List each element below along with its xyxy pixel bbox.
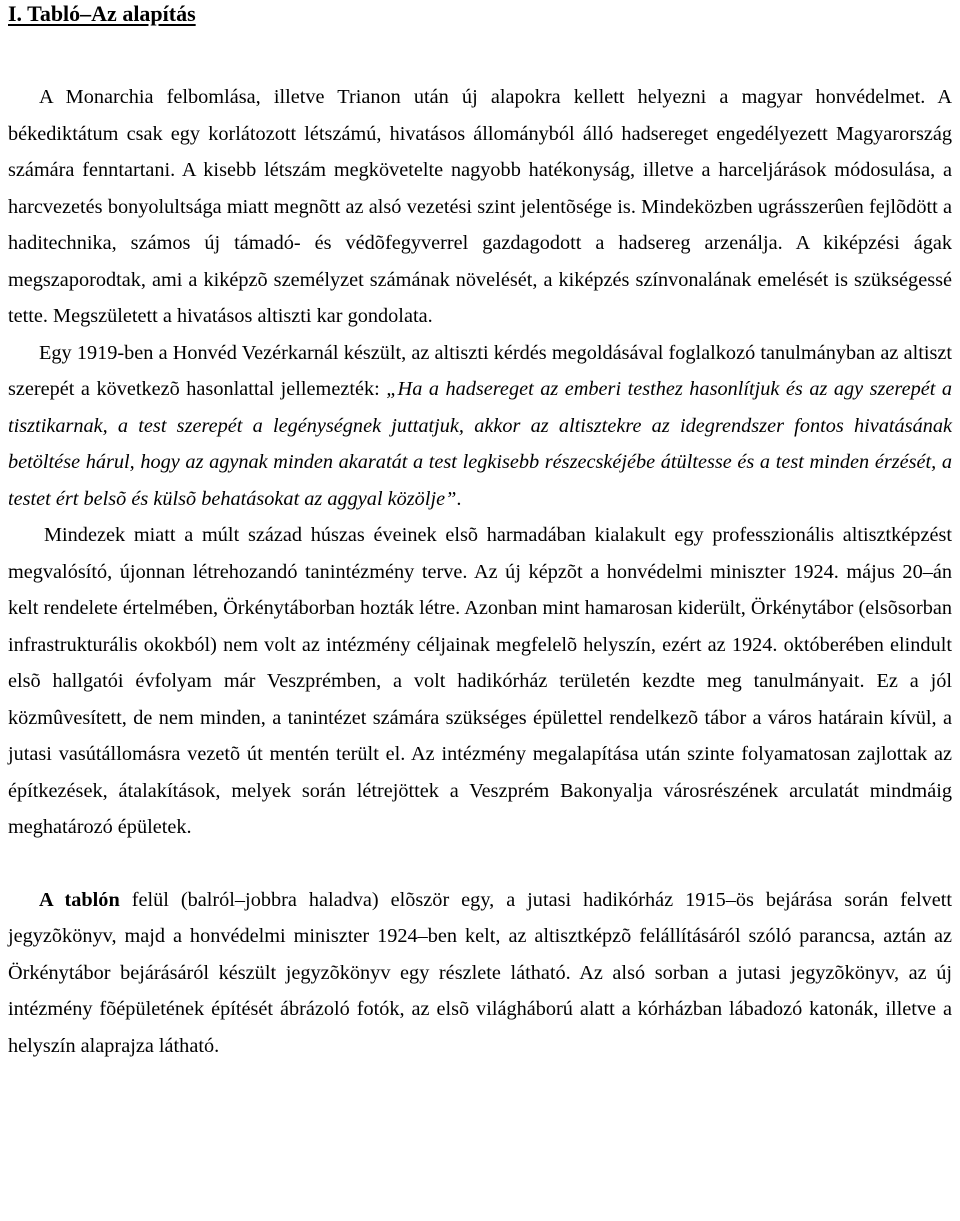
- paragraph-nco-role-intro: Egy 1919-ben a Honvéd Vezérkarnál készült, az altiszti kérdés megoldásával foglalkozó tanulmányban az altiszt szerepét a következõ hasonlattal jellemezték:: [8, 341, 952, 400]
- paragraph-institution-history: Mindezek miatt a múlt század húszas éveinek elsõ harmadában kialakult egy professzionális altisztképzést megvalósító, újonnan létrehozandó tanintézmény terve. Az új képzõt a honvédelmi miniszter 1924. május 20–án kelt rendelete értelmében, Örkénytáborban hozták létre. Azonban mint hamarosan kiderült, Örkénytábor (elsõsorban infrastrukturális okokból) nem volt az intézmény céljainak megfelelõ helyszín, ezért az 1924. októberében elindult elsõ hallgatói évfolyam már Veszprémben, a volt hadikórház területén kezdte meg tanulmányait. Ez a jól közmûvesített, de nem minden, a tanintézet számára szükséges épülettel rendelkezõ tábor a város határain kívül, a jutasi vasútállomásra vezetõ út mentén terült el. Az intézmény megalapítása után szinte folyamatosan zajlottak az építkezések, átalakítások, melyek során létrejöttek a Veszprém Bakonyalja városrészének arculatát mindmáig meghatározó épületek.: [8, 524, 952, 838]
- paragraph-nco-role: [8, 335, 952, 518]
- page-title: I. Tabló–Az alapítás: [8, 1, 196, 26]
- tableau-label: A tablón: [39, 888, 120, 911]
- paragraph-founding-context: A Monarchia felbomlása, illetve Trianon után új alapokra kellett helyezni a magyar honvédelmet. A békediktátum csak egy korlátozott létszámú, hivatásos állományból álló hadsereget engedélyezett Magyarország számára fenntartani. A kisebb létszám megkövetelte nagyobb hatékonyság, illetve a harceljárások módosulása, a harcvezetés bonyolultsága miatt megnõtt az alsó vezetési szint jelentõsége is. Mindeközben ugrásszerûen fejlõdött a haditechnika, számos új támadó- és védõfegyverrel gazdagodott a hadsereg arzenálja. A kiképzési ágak megszaporodtak, ami a kiképzõ személyzet számának növelését, a kiképzés színvonalának emelését is szükségessé tette. Megszületett a hivatásos altiszti kar gondolata.: [8, 86, 952, 327]
- paragraph-tableau-description: [8, 882, 952, 1065]
- quote-end-punctuation: .: [456, 487, 462, 510]
- nco-role-quote: „Ha a hadsereget az emberi testhez hasonlítjuk és az agy szerepét a tisztikarnak, a test szerepét a legénységnek juttatjuk, akkor az altisztekre az idegrendszer fontos hivatásának betöltése hárul, hogy az agynak minden akaratát a test legkisebb részecskéjébe átültesse és a test minden érzését, a testet ért belsõ és külsõ behatásokat az aggyal közölje”: [8, 378, 952, 510]
- tableau-description-text: felül (balról–jobbra haladva) elõször egy, a jutasi hadikórház 1915–ös bejárása során felvett jegyzõkönyv, majd a honvédelmi miniszter 1924–ben kelt, az altisztképzõ felállításáról szóló parancsa, aztán az Örkénytábor bejárásáról készült jegyzõkönyv egy részlete látható. Az alsó sorban a jutasi jegyzõkönyv, az új intézmény fõépületének építését ábrázoló fotók, az elsõ világháború alatt a kórházban lábadozó katonák, illetve a helyszín alaprajza látható.: [8, 888, 952, 1057]
